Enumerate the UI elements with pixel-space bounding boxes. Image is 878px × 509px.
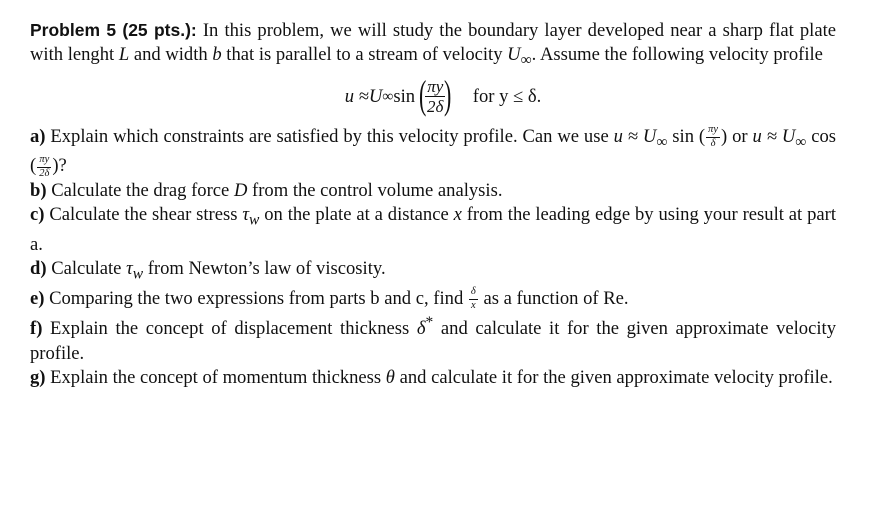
- problem-intro: [30, 18, 836, 73]
- part-text: Comparing the two expressions from parts b and c, find: [44, 287, 468, 309]
- part-g: [30, 366, 836, 390]
- var-U: U: [507, 44, 521, 65]
- part-label: c): [30, 204, 45, 226]
- inline-fraction: [469, 287, 478, 311]
- var-U: U: [781, 125, 796, 147]
- fraction-numerator: πy: [37, 155, 51, 168]
- math-u: u ≈: [613, 125, 643, 147]
- infinity-subscript: ∞: [656, 133, 668, 151]
- part-text: Explain the concept of displacement thickness: [42, 318, 417, 340]
- var-theta: θ: [385, 366, 395, 388]
- cos-function: cos: [806, 125, 837, 147]
- part-a: a) Explain which constraints are satisfied by this velocity profile. Can we use $u \approx U_\infty$ sin ( $\frac{\pi y}{\delta}$ ) or $u \approx U_\infty$ cos ( $\frac{\pi y}{2\delta}$ )?: [30, 124, 837, 179]
- part-text: on the plate at a distance: [259, 204, 454, 226]
- fraction-numerator: πy: [706, 125, 720, 138]
- var-b: b: [212, 44, 222, 65]
- part-text: or: [727, 125, 748, 147]
- fraction-numerator: δ: [469, 287, 478, 300]
- equation-fraction: [425, 78, 445, 115]
- fraction-denominator: 2δ: [39, 167, 50, 179]
- part-label: g): [30, 366, 46, 388]
- problem-document: [30, 18, 836, 390]
- part-label: a): [30, 125, 46, 147]
- part-text: as a function of Re.: [478, 287, 629, 309]
- intro-text: and width: [129, 44, 213, 65]
- left-paren: (: [418, 71, 427, 117]
- sin-function: sin: [667, 125, 699, 147]
- part-text: Explain which constraints are satisfied by this velocity profile. Can we use: [45, 125, 614, 147]
- var-delta: δ: [416, 318, 426, 340]
- part-label: b): [30, 180, 47, 202]
- var-U: U: [642, 125, 657, 147]
- part-text: Calculate: [46, 257, 127, 279]
- part-text: and calculate it for the given approximate velocity profile.: [30, 318, 836, 364]
- right-paren: ): [444, 71, 452, 117]
- velocity-profile-equation: [30, 73, 836, 121]
- fraction-denominator: δ: [710, 137, 716, 149]
- part-label: d): [30, 257, 47, 279]
- part-text: ?: [58, 155, 67, 177]
- part-label: e): [30, 287, 45, 309]
- intro-text: that is parallel to a stream of velocity: [221, 44, 508, 65]
- inline-fraction: [706, 125, 720, 149]
- var-U: U: [368, 85, 383, 107]
- part-text: Calculate the shear stress: [44, 204, 243, 226]
- var-L: L: [118, 44, 130, 65]
- equation-condition: for y ≤ δ.: [472, 85, 542, 107]
- var-tau: τ: [242, 204, 250, 226]
- fraction-numerator: πy: [427, 77, 444, 97]
- part-d: [30, 257, 836, 287]
- intro-text: . Assume the following velocity profile: [531, 44, 823, 65]
- var-x: x: [453, 204, 462, 226]
- part-text: from the control volume analysis.: [247, 180, 503, 202]
- infinity-subscript: ∞: [795, 133, 807, 151]
- math-u: u ≈: [752, 125, 782, 147]
- infinity-subscript: ∞: [520, 51, 532, 69]
- part-f: [30, 311, 836, 365]
- part-label: f): [30, 318, 43, 340]
- subscript-w: w: [249, 211, 260, 229]
- part-text: and calculate it for the given approximate velocity profile.: [394, 366, 833, 388]
- part-text: Calculate the drag force: [46, 180, 234, 202]
- part-c: [30, 203, 836, 257]
- fraction-denominator: x: [471, 299, 476, 311]
- part-text: Explain the concept of momentum thickness: [45, 366, 386, 388]
- part-b: [30, 179, 836, 203]
- equation-lhs: u ≈: [344, 85, 369, 107]
- var-tau: τ: [126, 257, 133, 279]
- var-D: D: [233, 180, 248, 202]
- problem-label: Problem 5 (25 pts.):: [30, 20, 197, 40]
- subscript-w: w: [132, 265, 144, 283]
- infinity-subscript: ∞: [382, 87, 394, 105]
- inline-fraction: [37, 155, 51, 179]
- part-e: [30, 287, 836, 312]
- intro-text: In this problem, we will study the boundary layer developed near a sharp flat plate with lenght: [30, 20, 837, 65]
- part-text: from the leading edge by using your result at part a.: [30, 204, 836, 255]
- star-superscript: *: [425, 314, 434, 332]
- part-text: from Newton’s law of viscosity.: [143, 257, 386, 279]
- sin-function: sin: [393, 85, 416, 107]
- fraction-denominator: 2δ: [427, 97, 444, 117]
